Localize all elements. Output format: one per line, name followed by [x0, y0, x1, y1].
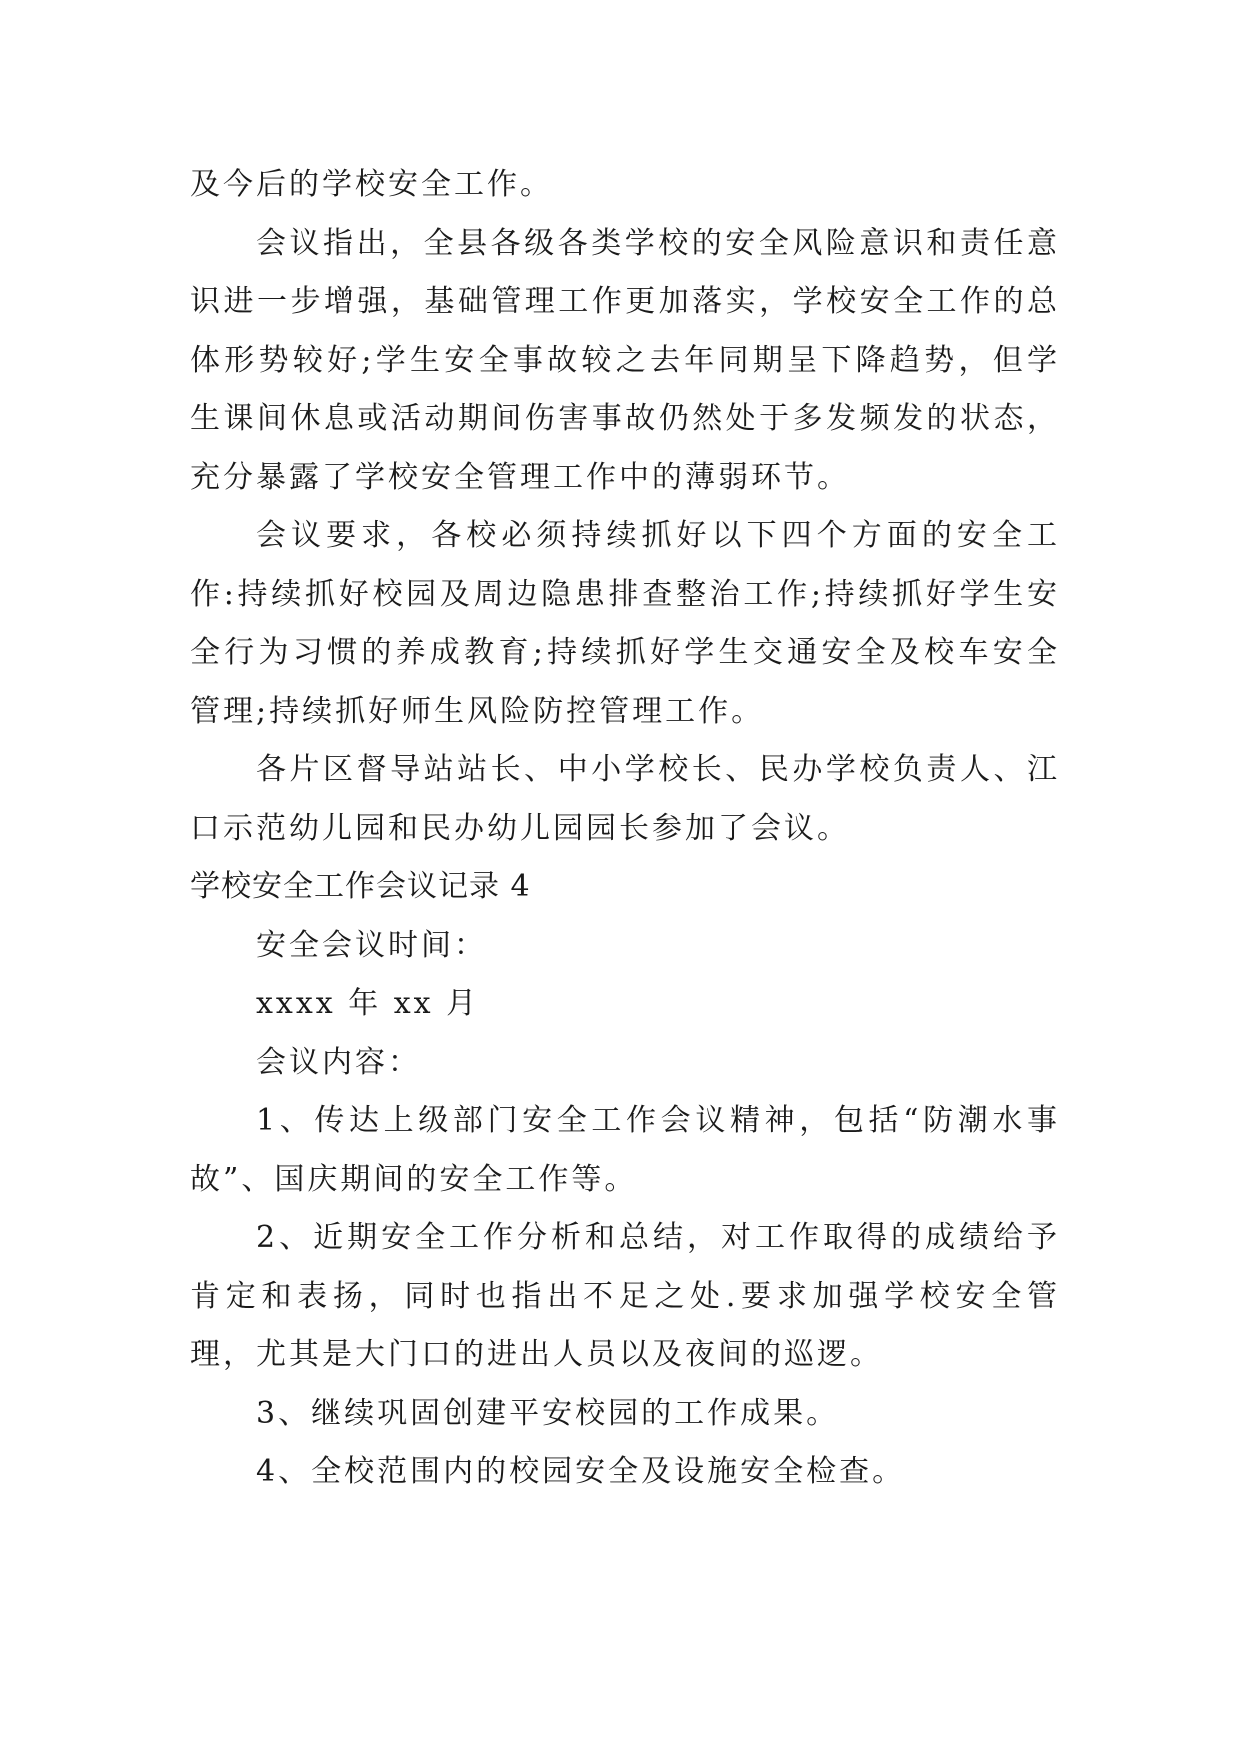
paragraph-meeting-requirements: 会议要求，各校必须持续抓好以下四个方面的安全工作:持续抓好校园及周边隐患排查整治工作;持续抓好学生安全行为习惯的养成教育;持续抓好学生交通安全及校车安全管理;持续抓好师生风险防控管理工作。 — [190, 518, 1060, 729]
list-item-3: 3、继续巩固创建平安校园的工作成果。 — [256, 1395, 840, 1431]
paragraph-meeting-points: 会议指出，全县各级各类学校的安全风险意识和责任意识进一步增强，基础管理工作更加落实，学校安全工作的总体形势较好;学生安全事故较之去年同期呈下降趋势，但学生课间休息或活动期间伤害事故仍然处于多发频发的状态，充分暴露了学校安全管理工作中的薄弱环节。 — [190, 225, 1060, 495]
paragraph-continuation: 及今后的学校安全工作。 — [190, 167, 553, 202]
paragraph-meeting-time-label: 安全会议时间： — [256, 927, 487, 963]
paragraph-attendees: 各片区督导站站长、中小学校长、民办学校负责人、江口示范幼儿园和民办幼儿园园长参加了会议。 — [190, 752, 1060, 846]
section-title: 学校安全工作会议记录 4 — [190, 869, 531, 904]
paragraph-meeting-content-label: 会议内容： — [256, 1044, 421, 1080]
paragraph-meeting-time-value: xxxx 年 xx 月 — [256, 986, 480, 1021]
list-item-2: 2、近期安全工作分析和总结，对工作取得的成绩给予肯定和表扬，同时也指出不足之处.要求加强学校安全管理，尤其是大门口的进出人员以及夜间的巡逻。 — [190, 1220, 1060, 1372]
list-item-1: 1、传达上级部门安全工作会议精神，包括“防潮水事故”、国庆期间的安全工作等。 — [190, 1103, 1060, 1197]
list-item-4: 4、全校范围内的校园安全及设施安全检查。 — [256, 1454, 906, 1489]
document-body — [190, 156, 1060, 1502]
